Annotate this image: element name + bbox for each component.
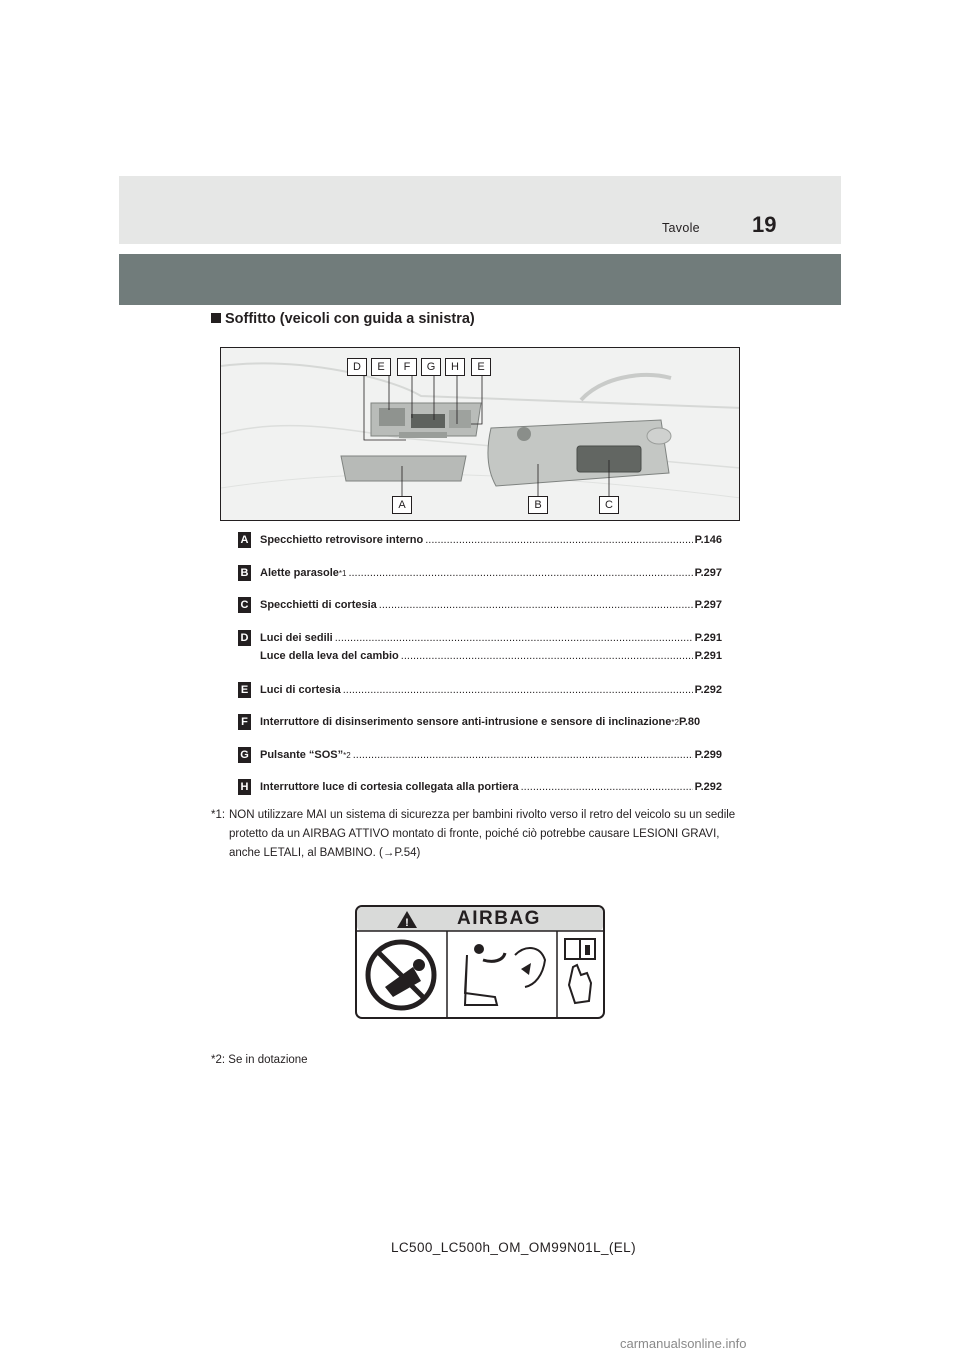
- page-ref-link[interactable]: P.291: [694, 631, 722, 644]
- footnote-text: NON utilizzare MAI un sistema di sicurezza per bambini rivolto verso il retro del veicolo su un sedile protetto da un AIRBAG ATTIVO montato di fronte, poiché ciò potrebbe causare LESIONI GRAVI, anche LETALI, al BAMBINO. (→P.54): [229, 809, 736, 859]
- callout-label-top: G: [421, 358, 441, 376]
- airbag-warning-label: [355, 905, 605, 1019]
- list-item: [238, 532, 722, 565]
- item-label: Luci dei sedili: [260, 631, 333, 644]
- list-item: [238, 630, 722, 682]
- callout-label-top: D: [347, 358, 367, 376]
- item-letter-badge: C: [238, 597, 251, 613]
- list-item: [238, 565, 722, 598]
- callout-label-top: E: [371, 358, 391, 376]
- section-title: Tavole: [662, 221, 700, 235]
- item-letter-badge: G: [238, 747, 251, 763]
- svg-text:!: !: [405, 917, 409, 929]
- ceiling-illustration: [220, 347, 740, 521]
- page-ref-link[interactable]: P.291: [694, 649, 722, 662]
- footnote-text: Se in dotazione: [228, 1054, 308, 1066]
- callout-label-top: E: [471, 358, 491, 376]
- callout-label-top: F: [397, 358, 417, 376]
- footnote-marker: *2: [671, 718, 679, 727]
- item-letter-badge: A: [238, 532, 251, 548]
- item-label: Specchietto retrovisore interno: [260, 534, 424, 546]
- item-letter-badge: B: [238, 565, 251, 581]
- header-band: [119, 254, 841, 305]
- callout-label-top: H: [445, 358, 465, 376]
- subsection-heading: [211, 311, 475, 327]
- item-label: Luci di cortesia: [260, 683, 341, 696]
- item-letter-badge: F: [238, 714, 251, 730]
- item-label: Interruttore luce di cortesia collegata alla portiera: [260, 781, 519, 793]
- list-item: [238, 682, 722, 715]
- page-ref-link[interactable]: P.292: [694, 683, 722, 696]
- page-number: 19: [752, 212, 777, 237]
- callout-label-bottom: C: [599, 496, 619, 514]
- footnote-1: [211, 806, 751, 863]
- item-label: Specchietti di cortesia: [260, 599, 377, 611]
- header-bar: [119, 176, 841, 244]
- item-letter-badge: E: [238, 682, 251, 698]
- item-letter-badge: H: [238, 779, 251, 795]
- watermark: carmanualsonline.info: [620, 1336, 747, 1351]
- subsection-title: Soffitto (veicoli con guida a sinistra): [225, 311, 475, 327]
- footnote-marker: *1: [338, 568, 347, 578]
- callout-label-bottom: A: [392, 496, 412, 514]
- footnote-marker: *1:: [211, 809, 226, 821]
- page-ref-link[interactable]: P.80: [678, 716, 701, 728]
- page-ref-link[interactable]: P.297: [694, 599, 722, 611]
- list-item: [238, 597, 722, 630]
- list-item: [238, 747, 722, 780]
- airbag-title: AIRBAG: [457, 908, 541, 929]
- document-code: LC500_LC500h_OM_OM99N01L_(EL): [391, 1240, 636, 1255]
- callout-label-bottom: B: [528, 496, 548, 514]
- square-bullet-icon: [211, 313, 221, 323]
- item-letter-badge: D: [238, 630, 251, 646]
- page-ref-link[interactable]: P.299: [694, 748, 722, 761]
- page-ref-link[interactable]: P.292: [694, 781, 722, 793]
- item-label: Luce della leva del cambio: [260, 649, 399, 662]
- footnote-2: [211, 1054, 308, 1066]
- list-item: [238, 714, 722, 747]
- footnote-marker: *2:: [211, 1054, 226, 1066]
- item-label: Pulsante “SOS”: [260, 748, 344, 761]
- page-ref-link[interactable]: P.297: [694, 566, 722, 579]
- page-ref-link[interactable]: P.146: [694, 534, 722, 546]
- item-list: [238, 532, 722, 812]
- item-label: Interruttore di disinserimento sensore anti-intrusione e sensore di inclinazione: [260, 716, 672, 728]
- item-label: Alette parasole: [260, 566, 339, 579]
- footnote-marker: *2: [343, 750, 351, 760]
